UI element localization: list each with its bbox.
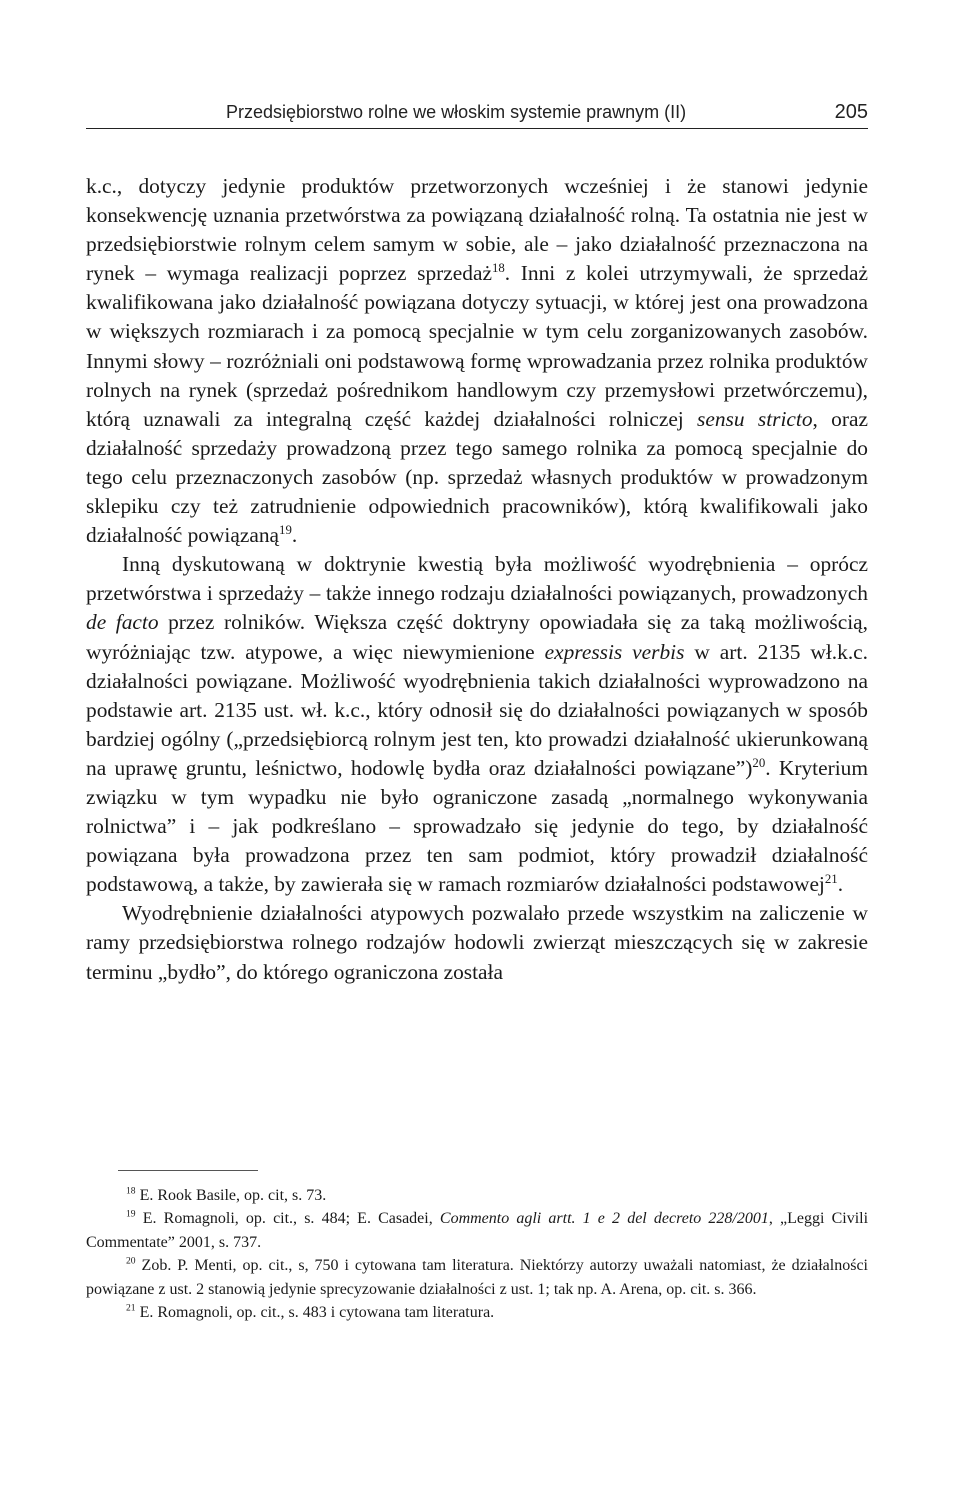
- italic-term: de facto: [86, 610, 159, 635]
- text-run: przez rolników. Większa część doktryny opowiadała się za taką możliwością, wyróżniając tzw. atypowe, a więc niewymienione: [86, 610, 869, 664]
- footnote-ref-18: 18: [491, 261, 505, 276]
- footnote-number: 18: [126, 1185, 136, 1197]
- text-run: w art. 2135 wł.k.c. działalności powiązane. Możliwość wyodrębnienia takich działalności wyprowadzono na podstawie art. 2135 ust. wł. k.c., który odnosił się do działalności powiązanych w sposób bardziej ogólny („przedsiębiorcą rolnym jest ten, kto prowadzi działalność ukierunkowaną na uprawę gruntu, leśnictwo, hodowlę bydła oraz działalności powiązane”): [86, 639, 869, 780]
- text-run: k.c., dotyczy jedynie produktów przetworzonych wcześniej i że stanowi jedynie konsekwencję uznania przetwórstwa za powiązaną działalność rolną. Ta ostatnia nie jest w przedsiębiorstwie rolnym celem samym w sobie, ale – jako działalność przeznaczona na rynek – wymaga realizacji poprzez sprzedaż: [86, 174, 868, 286]
- footnote-number: 19: [126, 1209, 136, 1221]
- footnote-19: [86, 1207, 868, 1254]
- footnote-text: E. Rook Basile, op. cit, s. 73.: [139, 1187, 327, 1204]
- italic-term: sensu stricto: [697, 406, 813, 431]
- footnote-number: 21: [126, 1302, 136, 1314]
- footnotes: [86, 1184, 868, 1324]
- footnote-ref-19: 19: [279, 523, 292, 537]
- footnote-20: [86, 1254, 868, 1301]
- body-text: [86, 172, 868, 987]
- running-title: Przedsiębiorstwo rolne we włoskim systemie prawnym (II): [226, 102, 687, 122]
- page-number: 205: [834, 101, 868, 123]
- footnote-21: [86, 1301, 868, 1324]
- footnote-text: E. Romagnoli, op. cit., s. 484; E. Casadei,: [142, 1210, 440, 1228]
- text-run: , oraz działalność sprzedaży prowadzoną przez tego samego rolnika za pomocą specjalnie do tego celu przeznaczonych zasobów (np. sprzedaż własnych produktów w prowadzonym sklepiku czy też zatrudnienie odpowiednich pracowników), którą kwalifikowali jako działalność powiązaną: [86, 406, 868, 548]
- footnote-number: 20: [126, 1255, 136, 1267]
- paragraph-2: [86, 550, 868, 899]
- footnote-text: E. Romagnoli, op. cit., s. 483 i cytowana tam literatura.: [139, 1304, 495, 1322]
- text-run: .: [291, 523, 298, 548]
- footnote-ref-21: 21: [824, 872, 838, 887]
- paragraph-1: [86, 172, 868, 550]
- text-run: Inną dyskutowaną w doktrynie kwestią była możliwość wyodrębnienia – oprócz przetwórstwa i sprzedaży – także innego rodzaju działalności powiązanych, prowadzonych: [86, 552, 868, 606]
- footnote-text: Zob. P. Menti, op. cit., s, 750 i cytowana tam literatura. Niektórzy autorzy uważali natomiast, że działalności powiązane z ust. 2 stanowią jedynie sprecyzowanie działalności z ust. 1; tak np. A. Arena, op. cit. s. 366.: [86, 1257, 869, 1298]
- footnote-separator: [118, 1170, 258, 1171]
- text-run: .: [837, 872, 844, 897]
- paragraph-3: Wyodrębnienie działalności atypowych pozwalało przede wszystkim na zaliczenie w ramy przedsiębiorstwa rolnego rodzajów hodowli zwierząt mieszczących się w zakresie terminu „bydło”, do którego ograniczona została: [86, 901, 868, 984]
- footnote-ref-20: 20: [752, 755, 766, 770]
- footnote-18: [86, 1184, 868, 1207]
- text-run: . Kryterium związku w tym wypadku nie było ograniczone zasadą „normalnego wykonywania rolnictwa” i – jak podkreślano – sprowadzało się jedynie do tego, by działalność powiązana była prowadzona przez ten sam podmiot, który prowadził działalność podstawową, a także, by zawierała się w ramach rozmiarów działalności podstawowej: [86, 755, 868, 897]
- footnote-text: , „Leggi Civili Commentate” 2001, s. 737.: [86, 1210, 869, 1251]
- italic-term: expressis verbis: [544, 639, 685, 664]
- italic-title: Commento agli artt. 1 e 2 del decreto 228/2001: [439, 1210, 769, 1228]
- running-header: [86, 98, 868, 129]
- text-run: . Inni z kolei utrzymywali, że sprzedaż kwalifikowana jako działalność powiązana dotyczy sytuacji, w której jest ona prowadzona w większych rozmiarach i za pomocą specjalnie w tym celu zorganizowanych zasobów. Innymi słowy – rozróżniali oni podstawową formę wprowadzania przez rolnika produktów rolnych na rynek (sprzedaż pośrednikom handlowym czy przemysłowi przetwórczemu), którą uznawali za integralną część każdej działalności rolniczej: [86, 261, 868, 431]
